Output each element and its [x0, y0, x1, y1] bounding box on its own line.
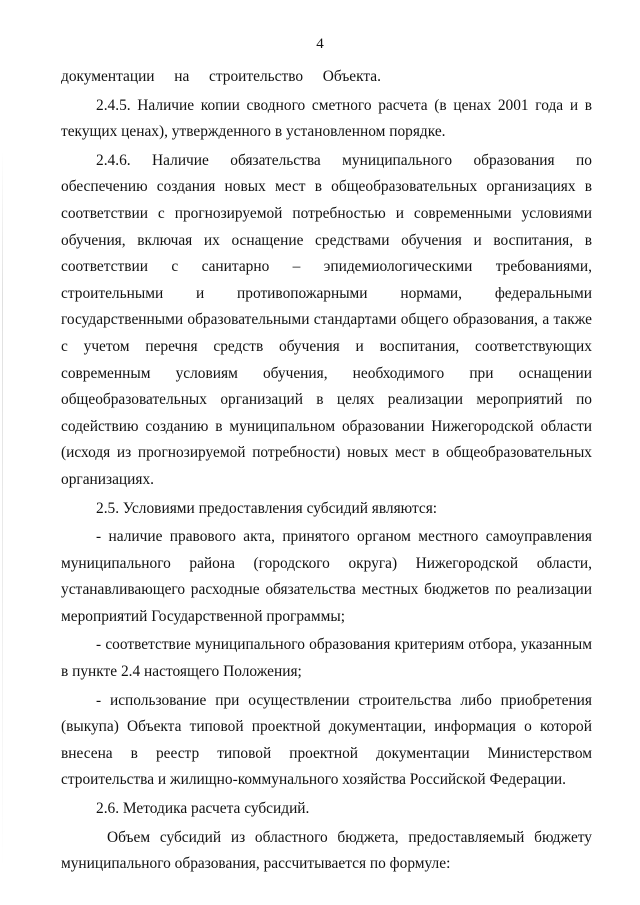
- list-item-typical-documentation: - использование при осуществлении строительства либо приобретения (выкупа) Объекта типовой проектной документации, информация о которой внесена в реестр типовой проектной документации Министерством строительства и жилищно-коммунального хозяйства Российской Федерации.: [61, 691, 592, 789]
- paragraph-2-4-6: 2.4.6. Наличие обязательства муниципального образования по обеспечению создания новых мест в общеобразовательных организациях в соответствии с прогнозируемой потребностью и современными условиями обучения, включая их оснащение средствами обучения и воспитания, в соответствии с санитарно – эпидемиологическими требованиями, строительными и противопожарными нормами, федеральными государственными образовательными стандартами общего образования, а также с учетом перечня средств обучения и воспитания, соответствующих современным условиям обучения, необходимого при оснащении общеобразовательных организаций в целях реализации мероприятий по содействию созданию в муниципальном образовании Нижегородской области (исходя из прогнозируемой потребности) новых мест в общеобразовательных организациях.: [61, 151, 592, 488]
- paragraph-continuation: документации на строительство Объекта.: [61, 68, 381, 85]
- list-item-criteria: - соответствие муниципального образования критериям отбора, указанным в пункте 2.4 настоящего Положения;: [61, 636, 592, 681]
- page-number: 4: [316, 36, 324, 52]
- paragraph-2-4-5: 2.4.5. Наличие копии сводного сметного расчета (в ценах 2001 года и в текущих ценах), утвержденного в установленном порядке.: [61, 96, 592, 141]
- list-item-legal-act: - наличие правового акта, принятого органом местного самоуправления муниципального района (городского округа) Нижегородской области, устанавливающего расходные обязательства местных бюджетов по реализации мероприятий Государственной программы;: [61, 528, 592, 625]
- paragraph-2-5: 2.5. Условиями предоставления субсидий являются:: [96, 499, 438, 517]
- scan-edge-artifact: [2, 150, 3, 870]
- document-body: [61, 64, 592, 878]
- paragraph-subsidy-volume: Объем субсидий из областного бюджета, предоставляемый бюджету муниципального образования, рассчитывается по формуле:: [61, 828, 592, 873]
- paragraph-2-6: 2.6. Методика расчета субсидий.: [96, 800, 310, 818]
